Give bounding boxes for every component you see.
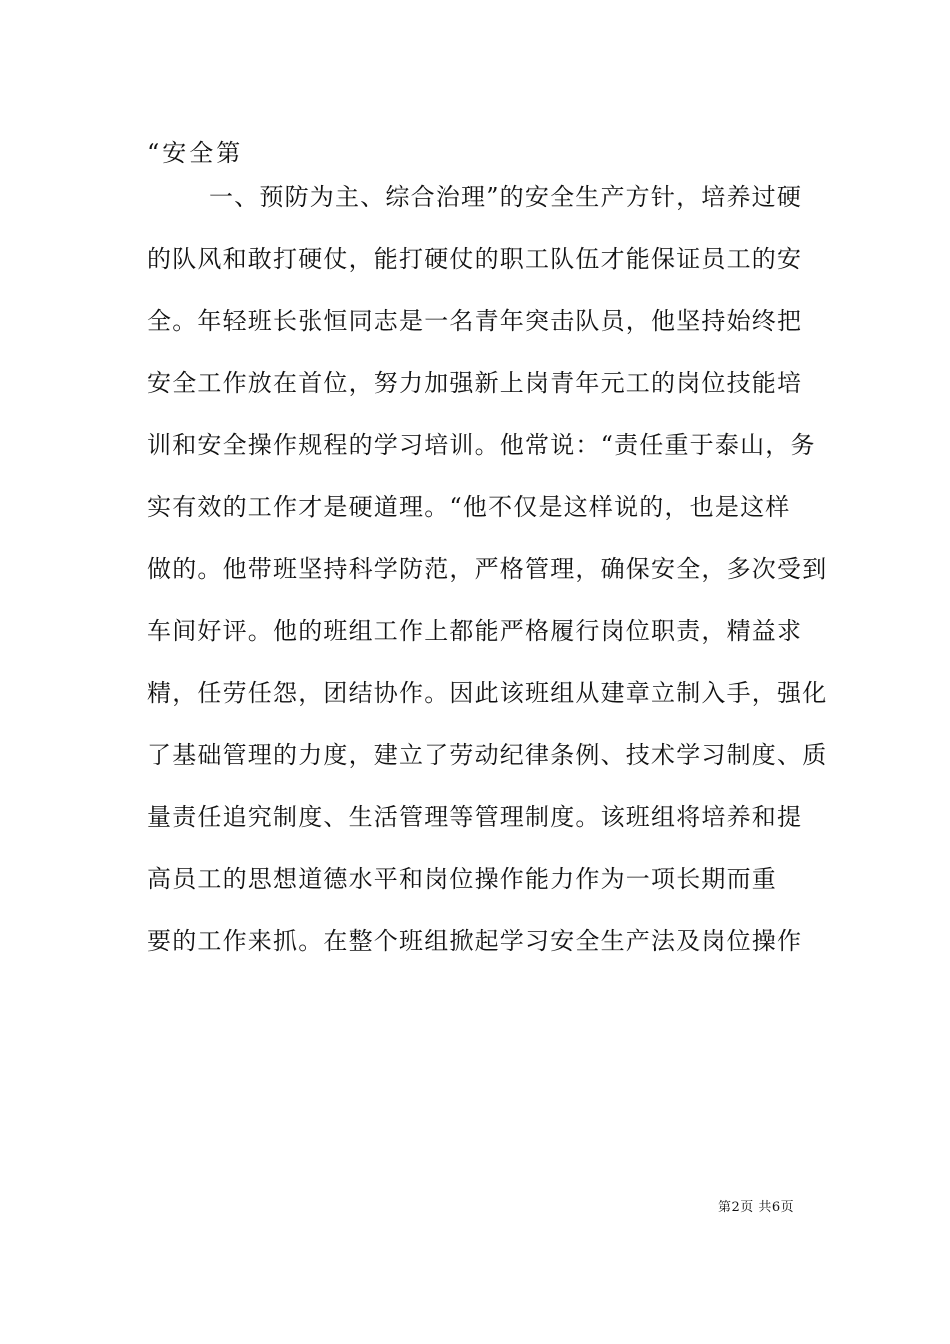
body-text [147, 125, 828, 975]
text-line: 安全工作放在首位，努力加强新上岗青年元工的岗位技能培 [147, 369, 803, 397]
text-line: 做的。他带班坚持科学防范，严格管理，确保安全，多次受到 [147, 555, 828, 583]
text-line: 实有效的工作才是硬道理。“他不仅是这样说的，也是这样 [147, 493, 791, 521]
text-line: 一、预防为主、综合治理”的安全生产方针，培养过硬 [209, 183, 803, 211]
text-line: 精，任劳任怨，团结协作。因此该班组从建章立制入手，强化 [147, 679, 828, 707]
text-line: 了基础管理的力度，建立了劳动纪律条例、技术学习制度、质 [147, 741, 828, 769]
text-line: 训和安全操作规程的学习培训。他常说：“责任重于泰山，务 [147, 431, 816, 459]
text-line: 要的工作来抓。在整个班组掀起学习安全生产法及岗位操作 [147, 927, 803, 955]
text-line: 高员工的思想道德水平和岗位操作能力作为一项长期而重 [147, 865, 777, 893]
page-number: 第2页 共6页 [718, 1200, 795, 1215]
text-line: 的队风和敢打硬仗，能打硬仗的职工队伍才能保证员工的安 [147, 245, 803, 273]
text-line: 全。年轻班长张恒同志是一名青年突击队员，他坚持始终把 [147, 307, 803, 335]
text-line: 量责任追究制度、生活管理等管理制度。该班组将培养和提 [147, 803, 803, 831]
text-line: “安全第 [147, 139, 244, 167]
text-line: 车间好评。他的班组工作上都能严格履行岗位职责，精益求 [147, 617, 803, 645]
